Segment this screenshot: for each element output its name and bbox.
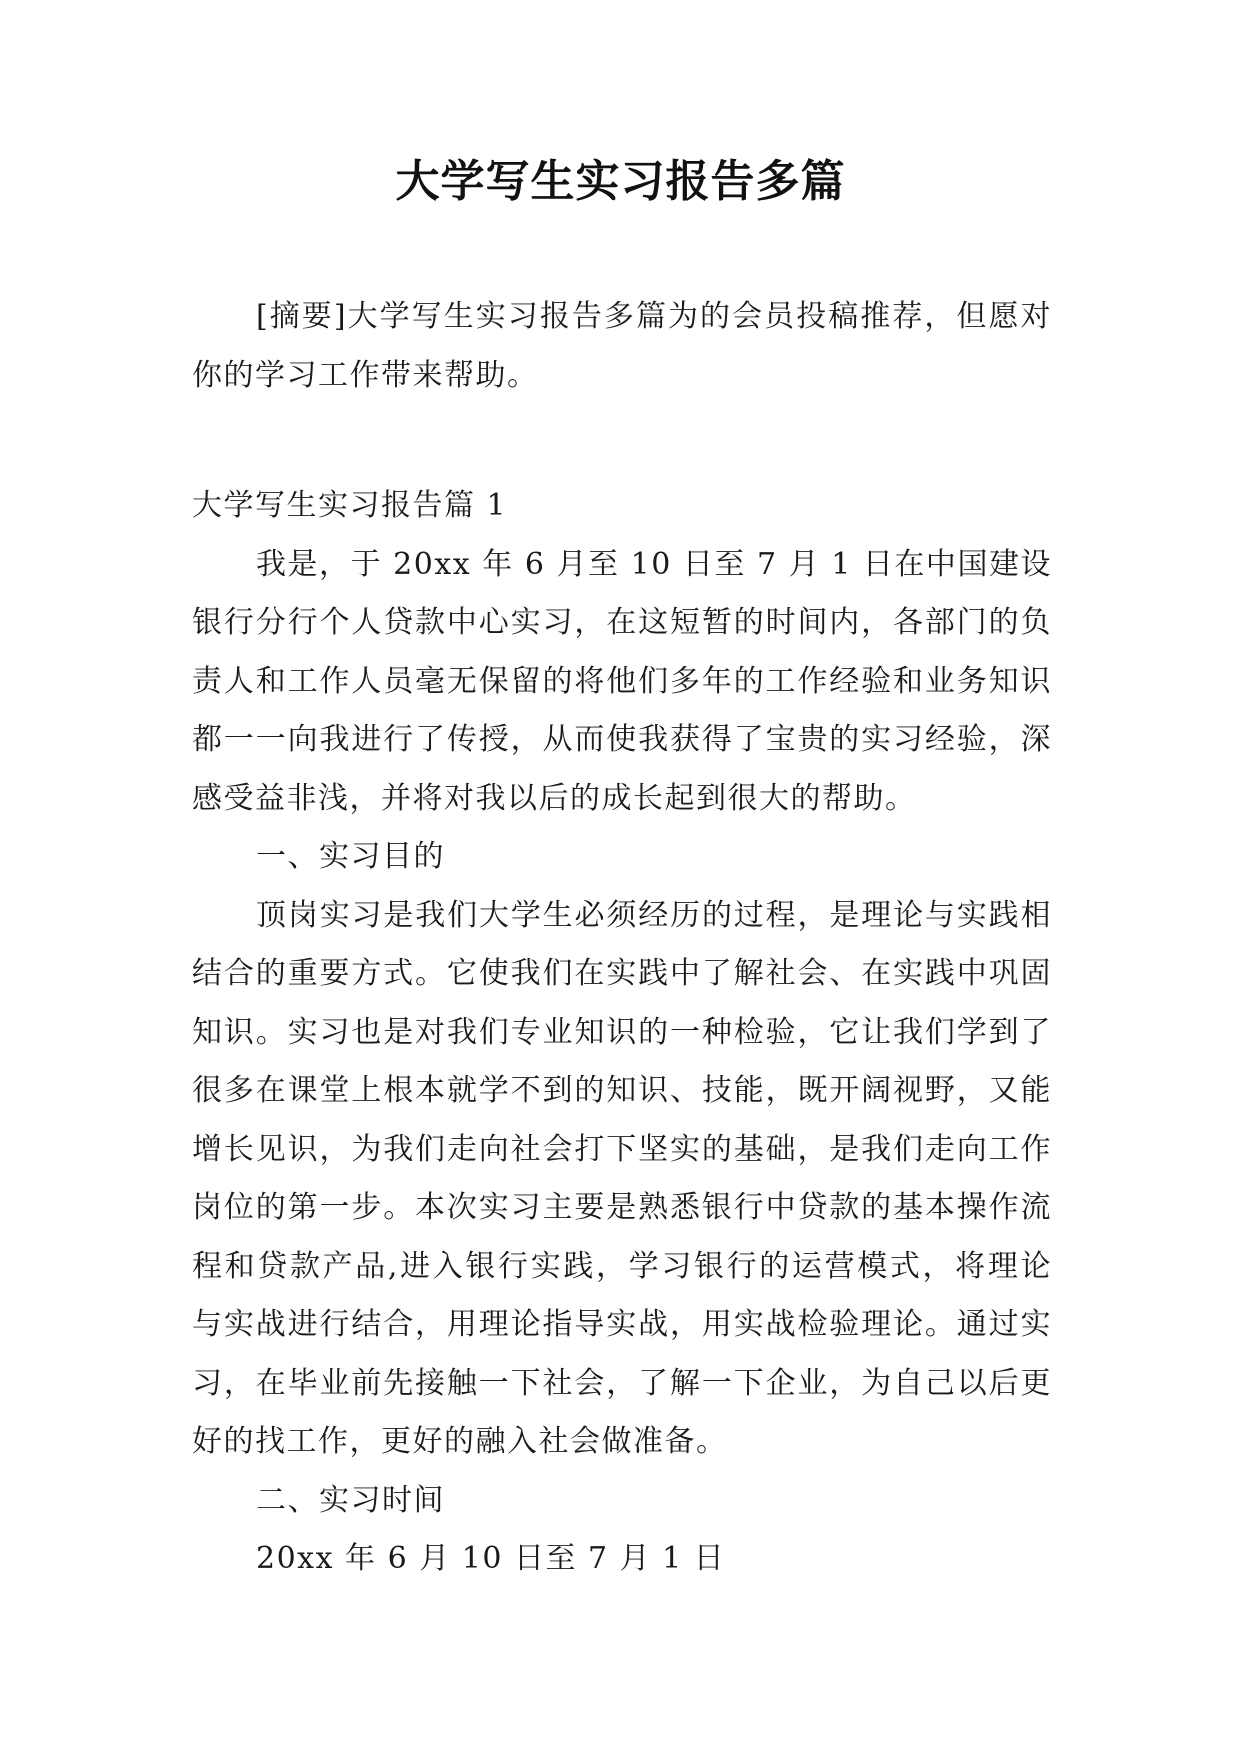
section-heading: 大学写生实习报告篇 1 [192,488,508,523]
abstract-paragraph: [摘要]大学写生实习报告多篇为的会员投稿推荐，但愿对你的学习工作带来帮助。 [192,299,1052,393]
body-paragraph-intro: 我是，于 20xx 年 6 月至 10 日至 7 月 1 日在中国建设银行分行个人贷款中心实习，在这短暂的时间内，各部门的负责人和工作人员毫无保留的将他们多年的工作经验和业务知识都一一向我进行了传授，从而使我获得了宝贵的实习经验，深感受益非浅，并将对我以后的成长起到很大的帮助。 [192,546,1052,816]
body-paragraph-time: 20xx 年 6 月 10 日至 7 月 1 日 [256,1541,726,1576]
document-title: 大学写生实习报告多篇 [395,156,846,207]
document-body [192,288,1052,1589]
subheading-purpose: 一、实习目的 [256,839,445,874]
subheading-time: 二、实习时间 [256,1482,445,1518]
section-spacer [192,405,1052,477]
body-paragraph-purpose: 顶岗实习是我们大学生必须经历的过程，是理论与实践相结合的重要方式。它使我们在实践中了解社会、在实践中巩固知识。实习也是对我们专业知识的一种检验，它让我们学到了很多在课堂上根本就学不到的知识、技能，既开阔视野，又能增长见识，为我们走向社会打下坚实的基础，是我们走向工作岗位的第一步。本次实习主要是熟悉银行中贷款的基本操作流程和贷款产品,进入银行实践，学习银行的运营模式，将理论与实战进行结合，用理论指导实战，用实战检验理论。通过实习，在毕业前先接触一下社会，了解一下企业，为自己以后更好的找工作，更好的融入社会做准备。 [192,897,1052,1459]
